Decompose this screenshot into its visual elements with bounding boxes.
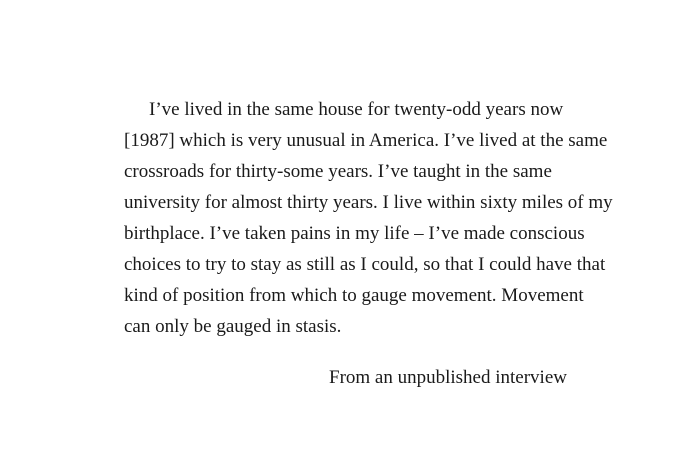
quote-attribution: From an unpublished interview	[329, 367, 567, 388]
quote-line-6: choices to try to stay as still as I could, so that I could have that	[124, 254, 606, 275]
quote-line-4: university for almost thirty years. I live within sixty miles of my	[124, 192, 613, 213]
quote-line-1: I’ve lived in the same house for twenty-odd years now	[149, 99, 564, 120]
quote-line-5: birthplace. I’ve taken pains in my life – I’ve made conscious	[124, 223, 585, 244]
quote-paragraph	[124, 94, 613, 342]
quote-line-3: crossroads for thirty-some years. I’ve taught in the same	[124, 161, 552, 182]
quote-line-2: [1987] which is very unusual in America. I’ve lived at the same	[124, 130, 608, 151]
quote-line-7: kind of position from which to gauge movement. Movement	[124, 285, 584, 306]
quote-line-8: can only be gauged in stasis.	[124, 316, 342, 337]
